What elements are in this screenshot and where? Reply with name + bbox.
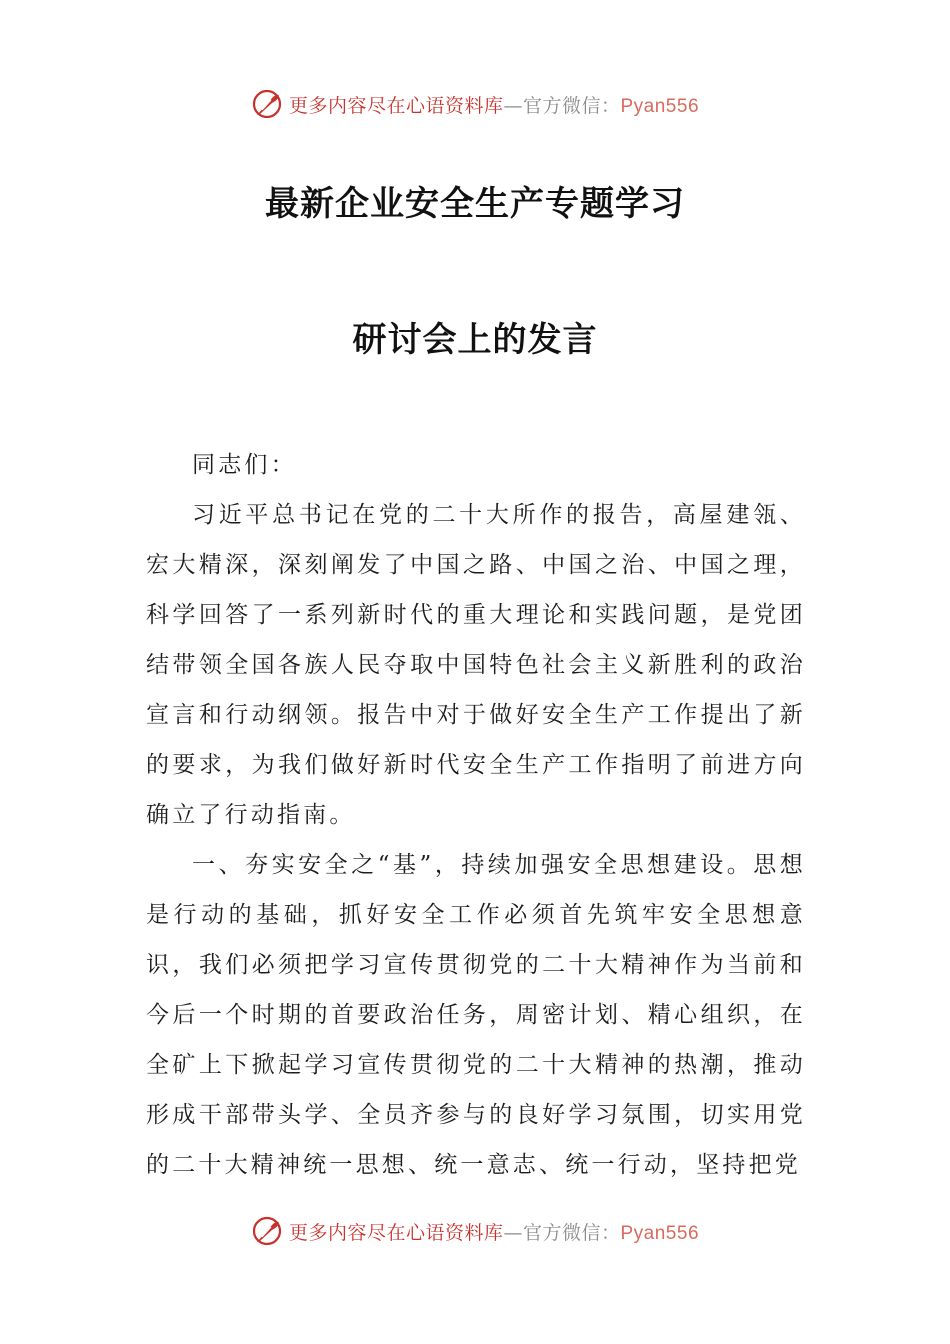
header-banner-text	[289, 91, 699, 118]
header-banner	[0, 84, 950, 124]
document-title-line2: 研讨会上的发言	[352, 320, 598, 360]
quill-logo-icon	[251, 88, 283, 120]
quill-logo-icon	[251, 1215, 283, 1247]
header-brand: 更多内容尽在心语资料库	[288, 94, 504, 117]
paragraph-1: 习近平总书记在党的二十大所作的报告，高屋建瓴、宏大精深，深刻阐发了中国之路、中国之治、中国之理，科学回答了一系列新时代的重大理论和实践问题，是党团结带领全国各族人民夺取中国特色社会主义新胜利的政治宣言和行动纲领。报告中对于做好安全生产工作提出了新的要求，为我们做好新时代安全生产工作指明了前进方向确立了行动指南。	[146, 502, 806, 828]
header-wechat-id: Pyan556	[620, 95, 700, 117]
footer-banner	[0, 1211, 950, 1251]
paragraph-2: 一、夯实安全之“基”，持续加强安全思想建设。思想是行动的基础，抓好安全工作必须首先筑牢安全思想意识，我们必须把学习宣传贯彻党的二十大精神作为当前和今后一个时期的首要政治任务，周密计划、精心组织，在全矿上下掀起学习宣传贯彻党的二十大精神的热潮，推动形成干部带头学、全员齐参与的良好学习氛围，切实用党的二十大精神统一思想、统一意志、统一行动，坚持把党	[146, 852, 806, 1178]
salutation: 同志们：	[192, 452, 297, 478]
footer-wechat-id: Pyan556	[620, 1222, 700, 1244]
document-body	[146, 440, 806, 1190]
header-dash: —	[503, 94, 523, 117]
document-title-line1: 最新企业安全生产专题学习	[265, 184, 685, 224]
footer-wechat-label: 官方微信：	[522, 1221, 621, 1244]
header-wechat-label: 官方微信：	[522, 94, 621, 117]
footer-dash: —	[503, 1221, 523, 1244]
footer-banner-text	[289, 1218, 699, 1245]
footer-brand: 更多内容尽在心语资料库	[288, 1221, 504, 1244]
